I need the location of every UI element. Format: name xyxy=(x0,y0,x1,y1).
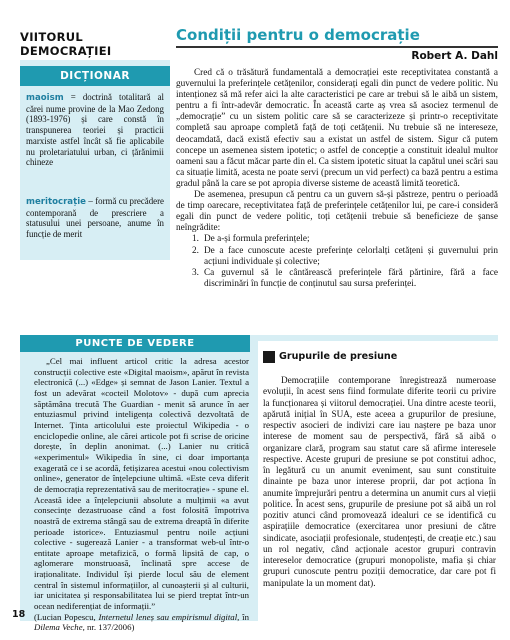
dictionary-definition: – formă cu precădere contemporană de prescriere a statusului unei persoane, anume în funcție de merit xyxy=(26,196,164,240)
puncte-de-vedere-header: PUNCTE DE VEDERE xyxy=(20,335,250,352)
paragraph: De asemenea, presupun că pentru ca un guvern să-și păstreze, pentru o perioadă de timp oarecare, receptivitatea față de preferințele cetățenilor lui, pe care-i consideră egali din punct de vedere politic, toți cetățenii trebuie să beneficieze de șanse neîngrădite: xyxy=(176,190,498,234)
list-item xyxy=(192,268,498,290)
article-body xyxy=(176,68,498,290)
quote-text: „Cel mai influent articol critic la adresa acestor construcții colective este «Digital maoism», apărut în revista electronică (...) «Edge» și semnat de Jason Lanier. Textul a fost un adevărat «cocteil Molotov» - după cum aprecia săptămâna trecută The Guardian - menit să arunce în aer entuziasmul privind inteligența colectivă dezvoltată de Internet. Ținta articolului este proiectul Wikipedia - o enciclopedie online, ale cărei articole pot fi scrise de oricine dorește, în deplin anonimat. (...) Lanier nu critică «experimentul» Wikipedia în sine, ci doar importanța exagerată ce i se acordă, fetișizarea acestui «nou colectivism online», generator de înțelepciune ultimă. «Este ceva diferit de democrația reprezentativă sau de meritocrație» - spune el. Această idee a înțelepciunii absolute a mulțimii «a avut consecințe dezastruoase când a fost folosită împotriva noastră de extrema stângă sau de extrema dreaptă în diferite perioade istorice». Entuziasmul pentru noile acțiuni colective - sugerează Lanier - a transformat web-ul într-o entitate aproape metafizică, o formă lipsită de cap, o aglomerare monstruoasă, înclinată spre accese de iraționalitate. Individul își pierde locul său de element central în sistemul informațiilor, al cunoașterii și al culturii, iar unicitatea și responsabilitatea lui se pierd treptat într-un ocean nediferențiat de informații.” xyxy=(34,356,249,612)
list-number: 3. xyxy=(192,267,199,278)
section-bullet-square xyxy=(263,351,275,363)
section-header-left: VIITORUL DEMOCRAȚIEI xyxy=(20,30,112,58)
list-item xyxy=(192,234,498,245)
conditions-list xyxy=(192,234,498,289)
list-text: Ca guvernul să le cântărească preferințele fără părtinire, fără a face discriminări în funcție de conținutul sau sursa preferinței. xyxy=(204,267,498,289)
dictionary-header: DICȚIONAR xyxy=(20,66,170,86)
title-divider xyxy=(176,46,498,48)
dictionary-entry-meritocratie xyxy=(26,196,164,240)
list-text: De a-și formula preferințele; xyxy=(204,234,310,245)
article-title: Condiții pentru o democrație xyxy=(176,26,420,44)
paragraph: Democrațiile contemporane înregistrează numeroase evoluții, în acest sens fiind formulate diferite teorii cu privire la funcționarea și viitorul democrației. Una dintre aceste teorii, apărută inițial în SUA, este aceea a grupurilor de presiune, respectiv asocieri de indivizi care iau naștere pe baza unor interese de moment sau de perspectivă, fără să aibă o organizare clară, program sau statut care să afirme interesele respective. Aceste grupuri de presiune se pot constitui adhoc, în legătură cu un anumit eveniment, sau sunt constituite dinainte pe baza unor interese proprii, dar pot acționa în anumite împrejurări pentru a determina un anumit curs al vieții politice. În acest sens, grupurile de presiune pot să aibă un rol pozitiv atunci când promovează idealuri ce se identifică cu aspirațiile democratice (exercitarea unor presiuni de către sindicate, asociații profesionale, studențești, de creație etc.) sau un rol negativ, când acționale acestor grupuri contravin intereselor democratice (grupuri monopoliste, mafia și chiar grupuri cunoscute pentru poziții democratice, dar care pot fi manipulate la un moment dat). xyxy=(263,375,496,588)
author-name: Robert A. Dahl xyxy=(411,50,498,62)
grupuri-body xyxy=(263,375,496,589)
list-number: 2. xyxy=(192,245,199,256)
paragraph: Cred că o trăsătură fundamentală a democrației este receptivitatea constantă a guvernului la preferințele cetățenilor, considerați egali din punct de vedere politic. Nu intenționez să mă refer aici la alte caracteristici pe care ar trebui să le aibă un sistem, pentru a fi într-adevăr democratic. În această carte aș vrea să asociez termenul de „democrație” cu un sistem politic care să se caracterizeze și printr-o receptivitate completă sau aproape completă față de toți cetățenii. Nu trebuie să ne intereseze, deocamdată, dacă există efectiv sau a existat un astfel de sistem. Sigur că putem concepe un asemenea sistem ipotetic; o astfel de concepție a constituit idealul multor oameni sau a făcut măcar parte din el. Ca sistem ipotetic situat la capătul unei scări sau ca situație limită, acesta ne poate servi (precum un vid perfect) ca bază pentru a estima gradul până la care se pot apropia diverse sisteme de această limită teoretică. xyxy=(176,68,498,189)
list-number: 1. xyxy=(192,234,199,245)
grupuri-title: Grupurile de presiune xyxy=(279,351,398,362)
dictionary-definition: = doctrină totalitară al cărei nume provine de la Mao Zedong (1893-1976) și care constă în transpunerea teoriei și practicii marxiste astfel încât să fie aplicabile nu proletariatului urban, ci țărănimii chineze xyxy=(26,92,164,168)
dictionary-term: meritocrație xyxy=(26,197,86,207)
dictionary-box xyxy=(20,60,170,260)
quote-source: (Lucian Popescu, Internetul leneș sau empirismul digital, în Dilema Veche, nr. 137/2006) xyxy=(34,611,249,633)
dictionary-term: maoism xyxy=(26,93,64,103)
list-item xyxy=(192,246,498,268)
page-number: 18 xyxy=(12,609,26,620)
list-text: De a face cunoscute aceste preferințe celorlalți cetățeni și guvernului prin acțiuni individuale și colective; xyxy=(204,245,498,267)
dictionary-entry-maoism xyxy=(26,92,164,168)
puncte-de-vedere-body xyxy=(34,356,249,633)
